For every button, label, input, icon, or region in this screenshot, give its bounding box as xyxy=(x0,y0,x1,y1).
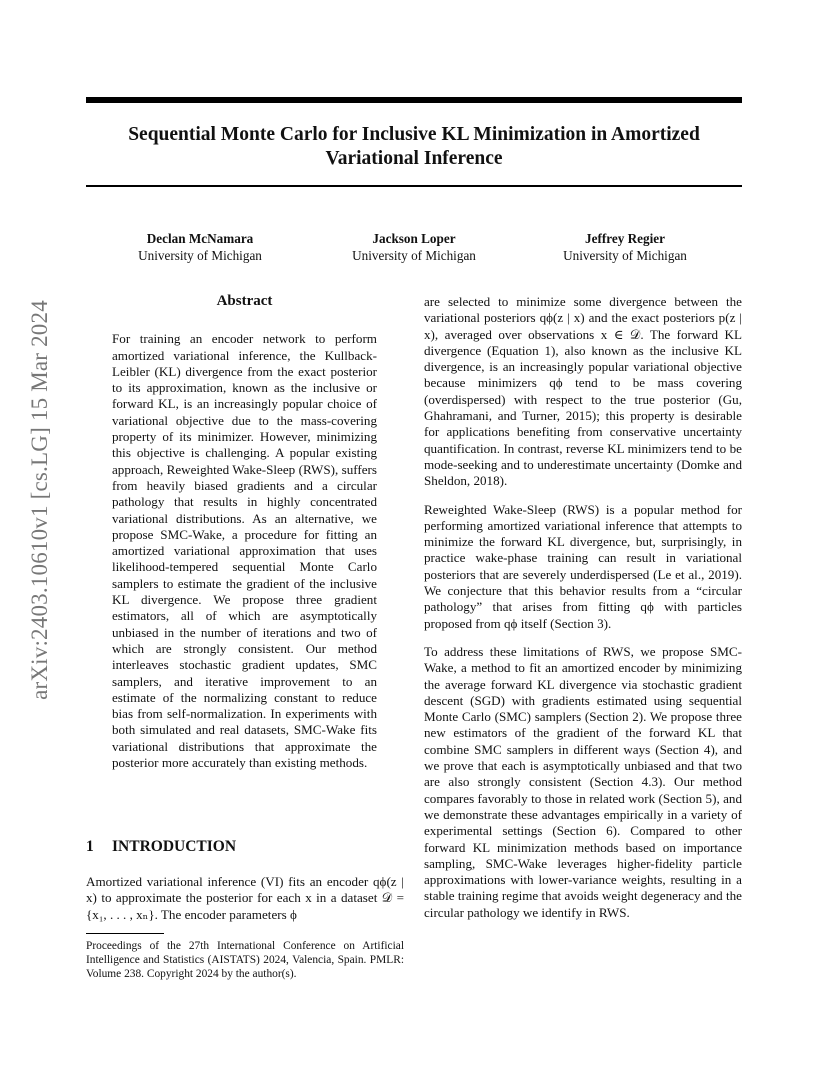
paragraph: are selected to minimize some divergence between the variational posteriors qϕ(z | x) and the exact posteriors p(z | x), averaged over observations x ∈ 𝒟. The forward KL divergence (Equation 1), also known as the inclusive KL divergence, is an increasingly popular variational objective because minimizers qϕ tend to be mass covering (overdispersed) with respect to the true posterior (Gu, Ghahramani, and Turner, 2015); this property is desirable for applications benefiting from conservative uncertainty quantification. In contrast, reverse KL minimizers tend to be mode-seeking and to underestimate uncertainty (Domke and Sheldon, 2018). xyxy=(424,294,742,489)
author-block xyxy=(330,230,498,264)
paragraph: Reweighted Wake-Sleep (RWS) is a popular method for performing amortized variational inference that attempts to minimize the forward KL divergence, but, surprisingly, in practice wake-phase training can result in variational posteriors that are severely underdispersed (Le et al., 2019). We conjecture that this behavior results from a “circular pathology” that arises from fitting qϕ with particles proposed from qϕ itself (Section 3). xyxy=(424,501,742,631)
right-column xyxy=(424,294,742,933)
footnote-rule xyxy=(86,933,164,934)
title-line-1: Sequential Monte Carlo for Inclusive KL Minimization in Amortized xyxy=(128,124,700,145)
title-bottom-rule xyxy=(86,185,742,187)
author-affiliation: University of Michigan xyxy=(563,248,687,263)
author-affiliation: University of Michigan xyxy=(138,248,262,263)
paper-title xyxy=(86,123,742,171)
abstract-heading: Abstract xyxy=(216,293,273,309)
arxiv-identifier: arXiv:2403.10610v1 [cs.LG] 15 Mar 2024 xyxy=(27,300,52,700)
title-top-rule xyxy=(86,97,742,103)
author-name: Jackson Loper xyxy=(372,231,456,246)
section-number: 1 xyxy=(86,838,94,855)
author-block xyxy=(120,230,280,264)
intro-paragraph: Amortized variational inference (VI) fits an encoder qϕ(z | x) to approximate the posterior for each x in a dataset 𝒟 = {x₁, . . . , xₙ}. The encoder parameters ϕ xyxy=(86,874,404,922)
paragraph: To address these limitations of RWS, we propose SMC-Wake, a method to fit an amortized encoder by minimizing the average forward KL divergence via stochastic gradient descent (SGD) with gradients estimated using sequential Monte Carlo (SMC) samplers (Section 2). We propose three new estimators of the gradient of the forward KL that combine SMC samplers in different ways (Section 4), and we prove that each is asymptotically unbiased and that two are also strongly consistent (Section 4.3). Our method compares favorably to those in related work (Section 5), and we demonstrate these advantages empirically in a variety of experimental settings (Section 6). Compared to other forward KL minimization methods based on importance sampling, SMC-Wake leverages higher-fidelity particle approximations with lower-variance weights, resulting in a stable training regime that avoids weight degeneracy and the circular pathology we identify in RWS. xyxy=(424,643,742,920)
author-block xyxy=(545,230,705,264)
section-heading xyxy=(86,838,236,856)
footnote: Proceedings of the 27th International Conference on Artificial Intelligence and Statistics (AISTATS) 2024, Valencia, Spain. PMLR: Volume 238. Copyright 2024 by the author(s). xyxy=(86,940,404,981)
author-name: Jeffrey Regier xyxy=(585,231,665,246)
author-affiliation: University of Michigan xyxy=(352,248,476,263)
abstract xyxy=(112,293,377,771)
author-name: Declan McNamara xyxy=(146,231,254,246)
title-line-2: Variational Inference xyxy=(325,148,503,169)
section-title: INTRODUCTION xyxy=(112,838,237,855)
abstract-text: For training an encoder network to perform amortized variational inference, the Kullback-Leibler (KL) divergence from the exact posterior to its approximation, known as the inclusive or forward KL, is an increasingly popular choice of variational objective due to the mass-covering property of its minimizer. However, minimizing this objective is challenging. A popular existing approach, Reweighted Wake-Sleep (RWS), suffers from heavily biased gradients and a circular pathology that results in highly concentrated variational distributions. As an alternative, we propose SMC-Wake, a procedure for fitting an amortized variational approximation that uses likelihood-tempered sequential Monte Carlo samplers to estimate the gradient of the inclusive KL divergence. We propose three gradient estimators, all of which are asymptotically unbiased in the number of iterations and two of which are strongly consistent. Our method interleaves stochastic gradient updates, SMC samplers, and iterative improvement to an estimate of the normalizing constant to reduce bias from self-normalization. In experiments with both simulated and real datasets, SMC-Wake fits variational distributions that approximate the posterior more accurately than existing methods. xyxy=(112,331,377,771)
